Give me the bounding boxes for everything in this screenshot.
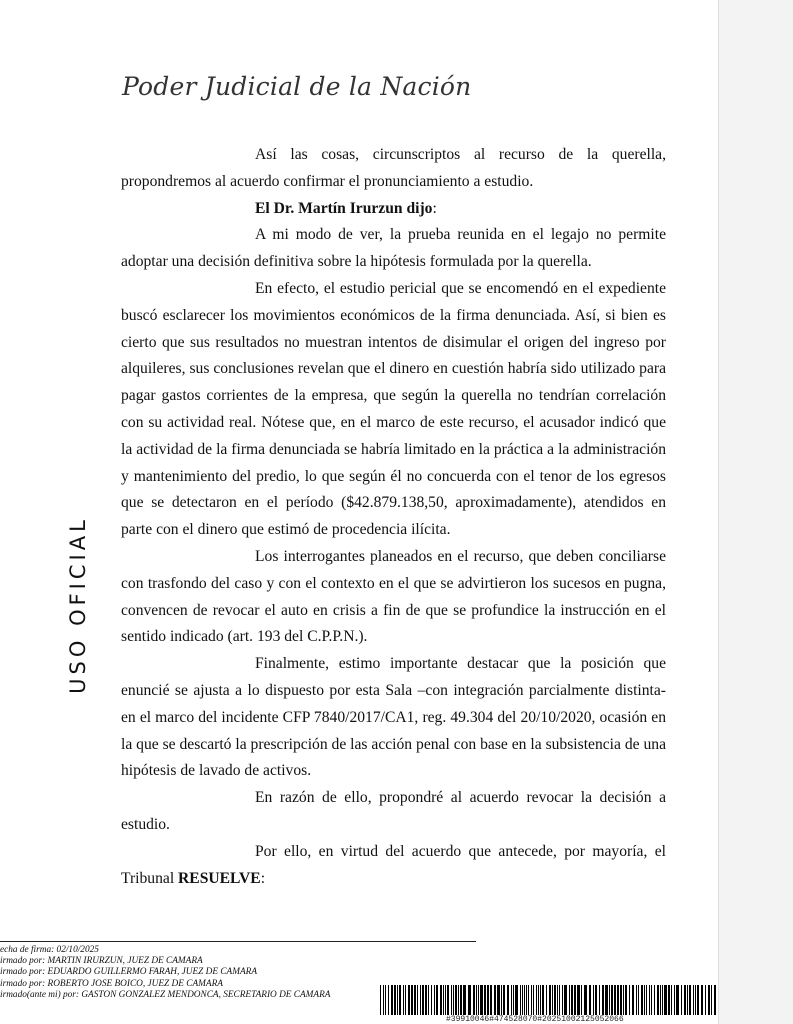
page-header-title: Poder Judicial de la Nación <box>122 72 472 101</box>
judge-heading <box>121 196 666 223</box>
paragraph-2: A mi modo de ver, la prueba reunida en el legajo no permite adoptar una decisión definitiva sobre la hipótesis formulada por la querella. <box>121 226 666 271</box>
signature-line: irmado por: ROBERTO JOSE BOICO, JUEZ DE CAMARA <box>0 978 223 989</box>
judge-heading-colon: : <box>432 199 437 217</box>
signature-line: irmado(ante mi) por: GASTON GONZALEZ MENDONCA, SECRETARIO DE CAMARA <box>0 989 331 1000</box>
resolution-keyword: RESUELVE <box>178 869 261 887</box>
document-body <box>121 142 666 892</box>
viewer-gutter <box>718 0 793 1024</box>
paragraph-3: En efecto, el estudio pericial que se encomendó en el expediente buscó esclarecer los movimientos económicos de la firma denunciada. Así, si bien es cierto que sus resultados no muestran intentos de disimular el origen del ingreso por alquileres, sus conclusiones revelan que el dinero en cuestión habría sido utilizado para pagar gastos corrientes de la empresa, que según la querella no tendrían correlación con su actividad real. Nótese que, en el marco de este recurso, el acusador indicó que la actividad de la firma denunciada se habría limitado en la práctica a la administración y mantenimiento del predio, lo que según él no concuerda con el tenor de los egresos que se detectaron en el período ($42.879.138,50, aproximadamente), atendidos en parte con el dinero que estimó de procedencia ilícita. <box>121 279 666 539</box>
paragraph-5: Finalmente, estimo importante destacar que la posición que enuncié se ajusta a lo dispuesto por esta Sala –con integración parcialmente distinta- en el marco del incidente CFP 7840/2017/CA1, reg. 49.304 del 20/10/2020, ocasión en la que se descartó la prescripción de las acción penal con base en la subsistencia de una hipótesis de lavado de activos. <box>121 655 666 780</box>
resolution-text: Por ello, en virtud del acuerdo que antecede, por mayoría, el Tribunal <box>121 842 666 887</box>
paragraph-6: En razón de ello, propondré al acuerdo revocar la decisión a estudio. <box>121 789 666 833</box>
official-use-stamp: USO OFICIAL <box>66 516 90 694</box>
paragraph-7 <box>121 839 666 893</box>
signature-date: echa de firma: 02/10/2025 <box>0 945 99 955</box>
judge-heading-name: El Dr. Martín Irurzun dijo <box>255 199 433 217</box>
paragraph-1: Así las cosas, circunscriptos al recurso de la querella, propondremos al acuerdo confirmar el pronunciamiento a estudio. <box>121 146 666 190</box>
signature-divider <box>0 941 476 942</box>
signature-block <box>0 945 380 1001</box>
signature-line: irmado por: MARTIN IRURZUN, JUEZ DE CAMARA <box>0 956 203 967</box>
resolution-colon: : <box>260 869 266 887</box>
signature-line: irmado por: EDUARDO GUILLERMO FARAH, JUEZ DE CAMARA <box>0 967 258 978</box>
document-barcode <box>380 985 718 1017</box>
paragraph-4: Los interrogantes planeados en el recurso, que deben conciliarse con trasfondo del caso y con el contexto en el que se advirtieron los sucesos en pugna, convencen de revocar el auto en crisis a fin de que se profundice la instrucción en el sentido indicado (art. 193 del C.P.P.N.). <box>121 547 666 646</box>
barcode-number: #39910046#474528070#20251002125052066 <box>446 1015 624 1024</box>
